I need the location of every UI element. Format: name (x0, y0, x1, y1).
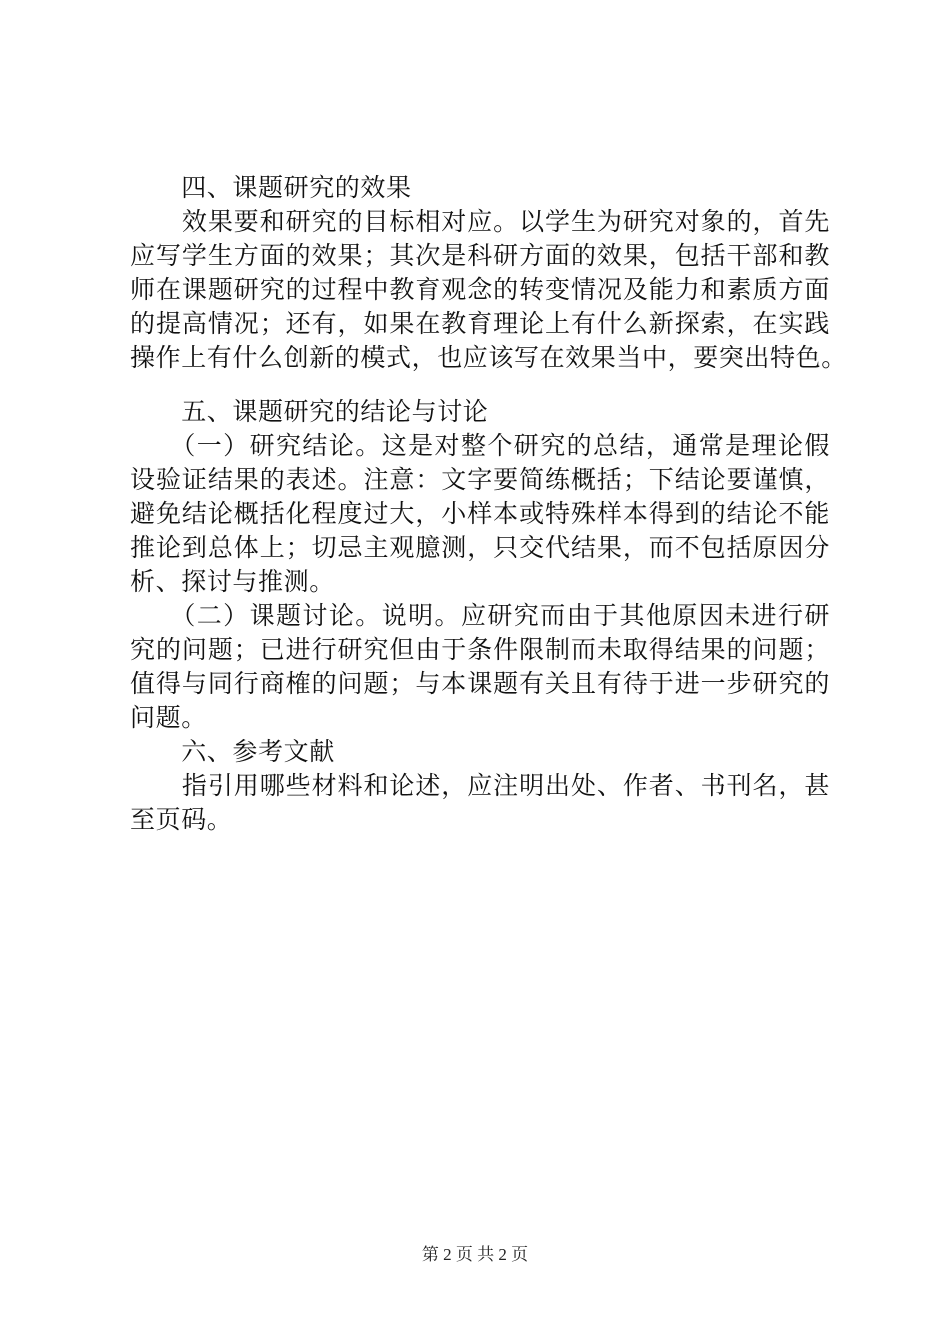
paragraph-line: 析、探讨与推测。 (130, 567, 335, 596)
section-heading: 六、参考文献 (130, 737, 335, 766)
page-number-footer: 第 2 页 共 2 页 (421, 1245, 529, 1264)
paragraph-line: （二）课题讨论。说明。应研究而由于其他原因未进行研 (130, 601, 830, 630)
paragraph-line: 设验证结果的表述。注意：文字要简练概括；下结论要谨慎， (130, 465, 830, 494)
paragraph-line: 师在课题研究的过程中教育观念的转变情况及能力和素质方面 (130, 275, 830, 304)
paragraph-line: 效果要和研究的目标相对应。以学生为研究对象的，首先 (130, 207, 830, 236)
paragraph-line: 应写学生方面的效果；其次是科研方面的效果，包括干部和教 (130, 241, 830, 270)
paragraph-line: 值得与同行商榷的问题；与本课题有关且有待于进一步研究的 (130, 669, 830, 698)
paragraph-line: 推论到总体上；切忌主观臆测，只交代结果，而不包括原因分 (130, 533, 830, 562)
paragraph-line: 操作上有什么创新的模式，也应该写在效果当中，要突出特色。 (130, 343, 847, 372)
paragraph-line: 的提高情况；还有，如果在教育理论上有什么新探索，在实践 (130, 309, 830, 338)
section-references (130, 735, 830, 837)
section-effects (130, 171, 847, 375)
paragraph-line: （一）研究结论。这是对整个研究的总结，通常是理论假 (130, 431, 830, 460)
section-conclusion-discussion (130, 395, 830, 735)
paragraph-line: 究的问题；已进行研究但由于条件限制而未取得结果的问题； (130, 635, 830, 664)
section-heading: 五、课题研究的结论与讨论 (130, 397, 489, 426)
document-body (130, 171, 847, 837)
section-spacer (130, 375, 830, 395)
paragraph-line: 避免结论概括化程度过大，小样本或特殊样本得到的结论不能 (130, 499, 830, 528)
paragraph-line: 指引用哪些材料和论述，应注明出处、作者、书刊名，甚 (130, 771, 830, 800)
paragraph-line: 至页码。 (130, 805, 233, 834)
section-heading: 四、课题研究的效果 (130, 173, 412, 202)
paragraph-line: 问题。 (130, 703, 207, 732)
